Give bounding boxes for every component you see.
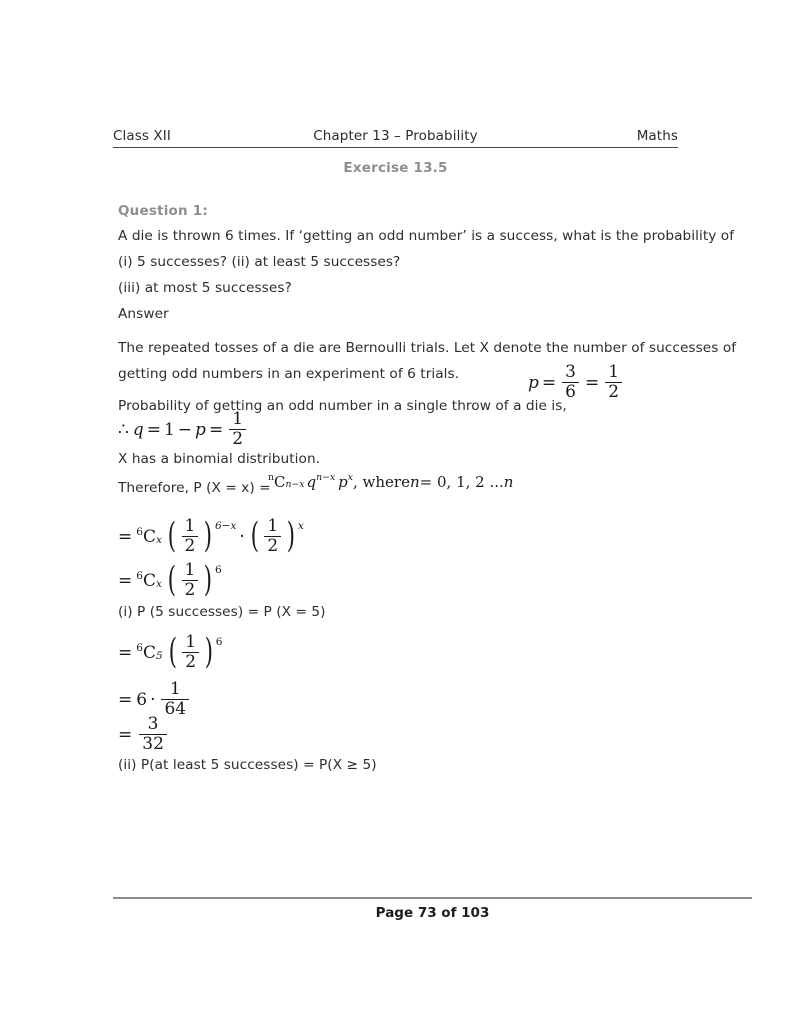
formula-p-fraction-one-half <box>605 364 622 402</box>
step1-equals: = <box>118 526 133 547</box>
formula-step-4 <box>118 681 192 719</box>
right-paren: ) <box>286 516 296 557</box>
parenthesized-fraction-1 <box>165 518 215 556</box>
fraction-denominator: 6 <box>562 382 579 401</box>
step4-multiplication-dot: · <box>150 689 156 710</box>
left-paren: ( <box>168 632 177 673</box>
header-right-subject: Maths <box>636 128 678 144</box>
probability-intro-text: Probability of getting an odd number in a single throw of a die is, <box>118 398 567 414</box>
fraction-denominator: 32 <box>139 734 167 753</box>
exercise-title: Exercise 13.5 <box>343 160 448 176</box>
formula-q-equals-2: = <box>208 419 224 440</box>
formula-where-text: , where <box>353 473 410 491</box>
formula-binomial-general <box>268 473 513 491</box>
formula-step-3 <box>118 634 222 672</box>
combination-C: C <box>274 473 286 491</box>
question-label: Question 1: <box>118 203 208 219</box>
fraction-denominator: 2 <box>264 536 281 555</box>
formula-p-equals-2: = <box>584 372 600 393</box>
fraction-numerator: 1 <box>185 632 197 652</box>
page-number: Page 73 of 103 <box>375 905 490 921</box>
therefore-probability-label: Therefore, P (X = x) = <box>118 480 271 496</box>
fraction-denominator: 2 <box>182 536 199 555</box>
formula-q-base: q <box>306 473 317 491</box>
formula-step-2 <box>118 562 222 600</box>
fraction-numerator: 1 <box>184 560 196 580</box>
formula-q-equals-1: = <box>146 419 161 440</box>
footer-divider <box>113 897 752 899</box>
right-paren: ) <box>203 560 213 601</box>
combination-subscript-5: 5 <box>155 650 163 663</box>
fraction-numerator: 1 <box>232 409 244 429</box>
formula-step-5 <box>118 716 170 754</box>
fraction-numerator: 1 <box>184 516 196 536</box>
answer-label: Answer <box>118 306 169 322</box>
combination-C: C <box>142 570 156 591</box>
formula-p-equals-1: = <box>541 372 557 393</box>
step4-equals: = <box>118 689 133 710</box>
formula-q-one: 1 <box>163 419 175 440</box>
formula-n-end: n <box>503 473 514 491</box>
step1-multiplication-dot: · <box>239 526 245 547</box>
fraction-denominator: 64 <box>161 699 189 718</box>
fraction-one-sixtyfourth <box>161 681 189 719</box>
step3-exponent: 6 <box>215 636 223 649</box>
combination-superscript-6: 6 <box>136 526 143 539</box>
formula-q-minus: − <box>177 419 193 440</box>
step3-equals: = <box>118 642 133 663</box>
combination-subscript-x: x <box>155 578 162 591</box>
therefore-symbol: ∴ <box>118 419 129 440</box>
step1-exponent-1: 6−x <box>214 520 237 533</box>
fraction-denominator: 2 <box>182 580 199 599</box>
combination-C: C <box>142 526 156 547</box>
formula-step-1 <box>118 518 304 556</box>
answer-line-2: getting odd numbers in an experiment of 6 trials. <box>118 366 460 382</box>
question-line-2: (i) 5 successes? (ii) at least 5 successes? <box>118 254 401 270</box>
parenthesized-fraction <box>165 562 215 600</box>
formula-q-p-symbol: p <box>195 419 206 440</box>
fraction-three-thirtyseconds <box>139 716 167 754</box>
fraction-numerator: 1 <box>608 362 620 382</box>
formula-p-symbol: p <box>528 372 539 393</box>
left-paren: ( <box>167 560 176 601</box>
parenthesized-fraction-2 <box>248 518 298 556</box>
formula-q-symbol: q <box>132 419 144 440</box>
header-left-class: Class XII <box>113 128 171 144</box>
combination-superscript-6: 6 <box>136 642 143 655</box>
part-i-heading: (i) P (5 successes) = P (X = 5) <box>118 604 326 620</box>
step2-equals: = <box>118 570 133 591</box>
answer-line-1: The repeated tosses of a die are Bernoulli trials. Let X denote the number of successes of <box>118 340 737 356</box>
step1-exponent-2: x <box>297 520 304 533</box>
fraction-denominator: 2 <box>229 429 246 448</box>
step5-equals: = <box>118 724 133 745</box>
page-header <box>113 128 678 144</box>
step2-exponent: 6 <box>214 564 222 577</box>
fraction-denominator: 2 <box>605 382 622 401</box>
right-paren: ) <box>203 516 213 557</box>
formula-p-exponent: x <box>347 472 354 484</box>
formula-q-exponent: n−x <box>316 472 336 484</box>
fraction-denominator: 2 <box>182 652 199 671</box>
combination-superscript-n: n <box>268 472 274 484</box>
part-ii-heading: (ii) P(at least 5 successes) = P(X ≥ 5) <box>118 757 377 773</box>
fraction-one-half <box>182 562 199 600</box>
fraction-one-half <box>264 518 281 556</box>
question-line-1: A die is thrown 6 times. If ‘getting an odd number’ is a success, what is the probability of <box>118 228 735 244</box>
question-line-3: (iii) at most 5 successes? <box>118 280 292 296</box>
step4-six: 6 <box>136 689 148 710</box>
binomial-distribution-note: X has a binomial distribution. <box>118 451 321 467</box>
combination-subscript-x: x <box>155 534 162 547</box>
formula-q-fraction-one-half <box>229 411 246 449</box>
formula-n-symbol: n <box>409 473 420 491</box>
fraction-numerator: 1 <box>267 516 279 536</box>
right-paren: ) <box>204 632 214 673</box>
fraction-one-half <box>182 634 199 672</box>
formula-n-values: = 0, 1, 2 ... <box>419 473 504 491</box>
formula-p-base: p <box>338 473 348 491</box>
left-paren: ( <box>167 516 176 557</box>
combination-subscript: n−x <box>285 479 305 491</box>
combination-C: C <box>142 642 156 663</box>
fraction-one-half <box>182 518 199 556</box>
formula-q-value <box>118 411 249 449</box>
left-paren: ( <box>250 516 259 557</box>
fraction-numerator: 1 <box>169 679 181 699</box>
fraction-numerator: 3 <box>565 362 576 382</box>
fraction-numerator: 3 <box>147 714 159 734</box>
combination-superscript-6: 6 <box>136 570 143 583</box>
parenthesized-fraction <box>166 634 216 672</box>
formula-p-value <box>528 364 625 402</box>
header-center-chapter: Chapter 13 – Probability <box>313 128 478 144</box>
formula-p-fraction-three-sixths <box>562 364 579 402</box>
header-divider <box>113 147 678 148</box>
